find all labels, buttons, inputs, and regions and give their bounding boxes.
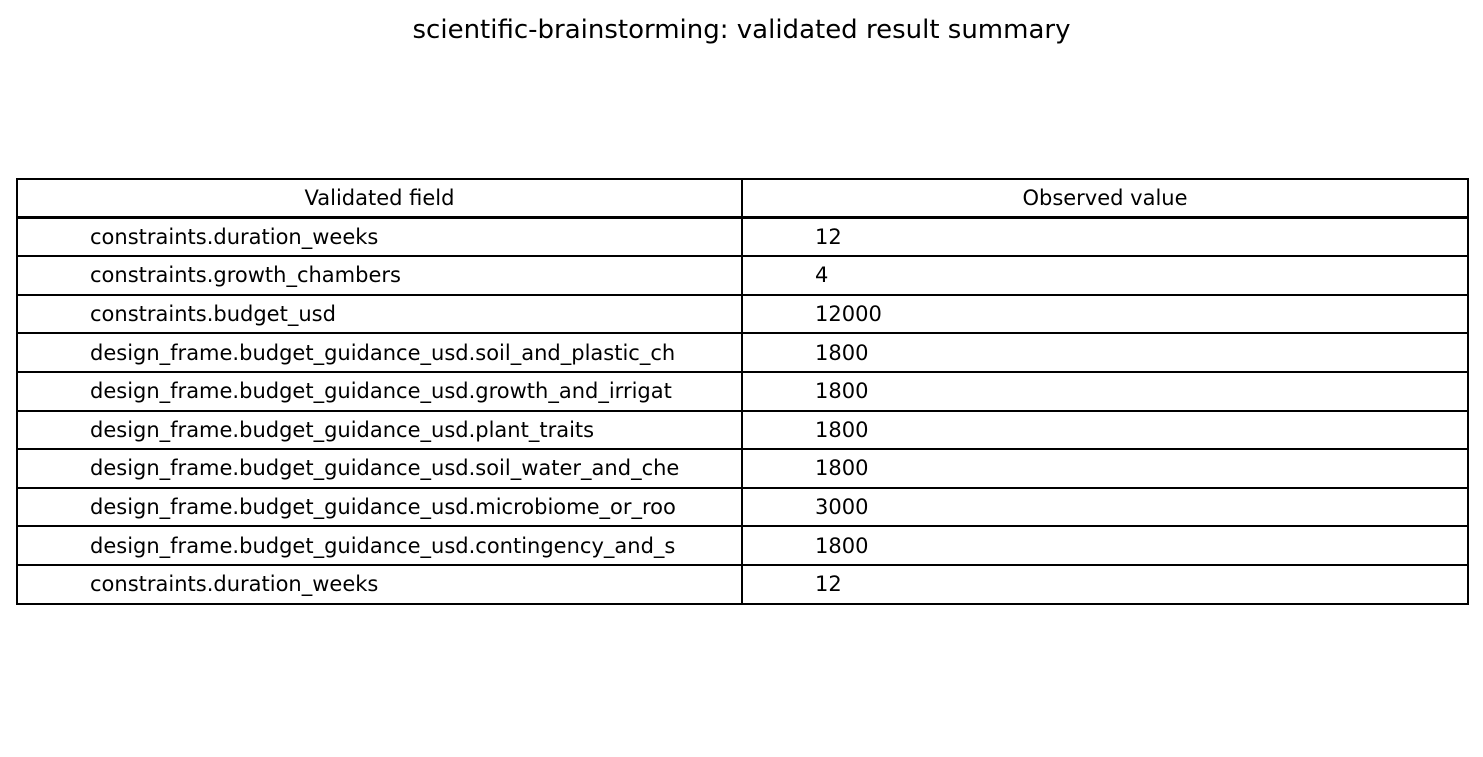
cell-validated-field: design_frame.budget_guidance_usd.soil_water_and_che — [17, 449, 742, 488]
cell-observed-value: 12000 — [742, 295, 1468, 334]
cell-validated-field: design_frame.budget_guidance_usd.growth_and_irrigat — [17, 372, 742, 411]
cell-validated-field: design_frame.budget_guidance_usd.plant_traits — [17, 411, 742, 450]
table-row — [17, 565, 1468, 604]
cell-validated-field: constraints.duration_weeks — [17, 565, 742, 604]
table-body — [17, 218, 1468, 604]
table-row — [17, 333, 1468, 372]
cell-observed-value: 12 — [742, 218, 1468, 257]
table-row — [17, 411, 1468, 450]
column-header-observed-value: Observed value — [742, 179, 1468, 218]
cell-observed-value: 1800 — [742, 372, 1468, 411]
cell-observed-value: 1800 — [742, 526, 1468, 565]
cell-validated-field: design_frame.budget_guidance_usd.contingency_and_s — [17, 526, 742, 565]
table-header-row — [17, 179, 1468, 218]
cell-validated-field: design_frame.budget_guidance_usd.microbiome_or_roo — [17, 488, 742, 527]
cell-observed-value: 1800 — [742, 449, 1468, 488]
cell-observed-value: 3000 — [742, 488, 1468, 527]
table-row — [17, 488, 1468, 527]
cell-observed-value: 1800 — [742, 333, 1468, 372]
cell-validated-field: constraints.growth_chambers — [17, 256, 742, 295]
chart-title: scientific-brainstorming: validated result summary — [412, 15, 1071, 45]
summary-table — [16, 178, 1469, 605]
cell-observed-value: 1800 — [742, 411, 1468, 450]
table-row — [17, 449, 1468, 488]
cell-validated-field: constraints.budget_usd — [17, 295, 742, 334]
cell-observed-value: 12 — [742, 565, 1468, 604]
table-row — [17, 218, 1468, 257]
cell-validated-field: design_frame.budget_guidance_usd.soil_and_plastic_ch — [17, 333, 742, 372]
summary-table-container — [16, 178, 1467, 605]
cell-validated-field: constraints.duration_weeks — [17, 218, 742, 257]
table-row — [17, 295, 1468, 334]
cell-observed-value: 4 — [742, 256, 1468, 295]
column-header-validated-field: Validated field — [17, 179, 742, 218]
table-row — [17, 526, 1468, 565]
table-row — [17, 256, 1468, 295]
table-row — [17, 372, 1468, 411]
